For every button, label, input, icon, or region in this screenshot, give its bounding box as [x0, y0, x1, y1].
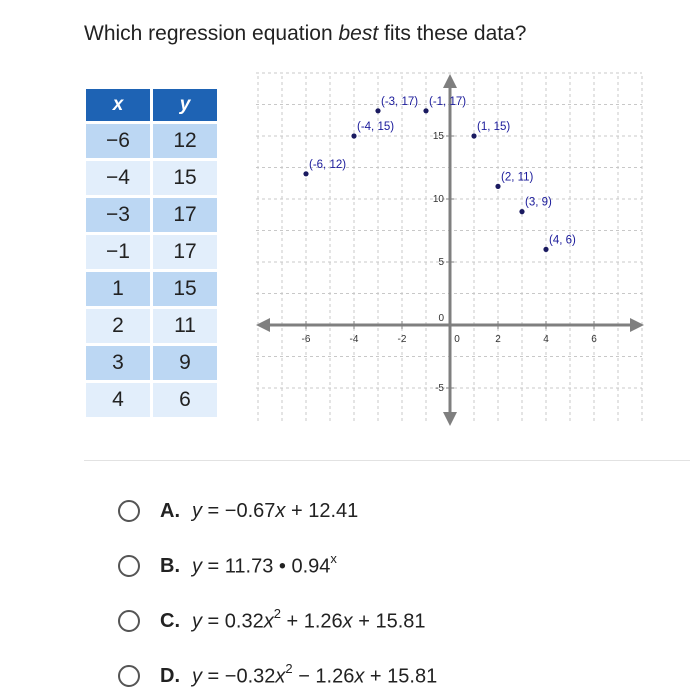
- equation-part: − 1.26: [292, 665, 355, 688]
- x-tick-label: 4: [543, 334, 549, 345]
- table-cell-y: 17: [153, 198, 217, 232]
- choice-letter: C.: [160, 609, 180, 632]
- equation-part: + 12.41: [285, 499, 359, 522]
- data-point: [351, 133, 356, 138]
- radio-button[interactable]: [118, 610, 140, 632]
- data-point: [543, 247, 548, 252]
- equation-part: x: [354, 665, 365, 688]
- choice-equation: [192, 500, 358, 523]
- table-cell-x: 3: [86, 346, 150, 380]
- table-row: [86, 272, 217, 306]
- table-cell-y: 15: [153, 272, 217, 306]
- table-cell-x: 4: [86, 383, 150, 417]
- equation-part: x: [330, 551, 337, 567]
- question-emphasis: best: [338, 22, 379, 45]
- data-point-label: (3, 9): [525, 196, 552, 209]
- data-point: [423, 108, 428, 113]
- data-table: [83, 86, 220, 420]
- scatter-plot: [250, 70, 650, 430]
- y-axis-arrow-down: [443, 412, 457, 426]
- data-point-label: (-4, 15): [357, 121, 395, 133]
- radio-button[interactable]: [118, 555, 140, 577]
- x-tick-label: -2: [397, 334, 407, 345]
- y-tick-label: 10: [432, 194, 444, 205]
- answer-choice-a[interactable]: [118, 496, 358, 526]
- equation-part: + 1.26: [280, 610, 343, 633]
- table-cell-y: 17: [153, 235, 217, 269]
- equation-part: = −0.32: [202, 665, 276, 688]
- question-text: [84, 22, 526, 46]
- equation-part: x: [263, 610, 274, 633]
- table-cell-y: 9: [153, 346, 217, 380]
- radio-button[interactable]: [118, 665, 140, 687]
- table-cell-y: 12: [153, 124, 217, 158]
- data-point: [495, 184, 500, 189]
- equation-part: 2: [285, 661, 293, 677]
- x-tick-label: 2: [495, 334, 501, 345]
- data-point: [471, 133, 476, 138]
- equation-part: = −0.67: [202, 499, 276, 522]
- question-suffix: fits these data?: [378, 22, 527, 45]
- equation-part: x: [275, 499, 286, 522]
- data-point: [519, 209, 524, 214]
- y-tick-label: 5: [438, 257, 444, 268]
- question-prefix: Which regression equation: [84, 22, 339, 45]
- data-point-label: (-1, 17): [429, 95, 467, 108]
- y-tick-label: 0: [438, 313, 444, 324]
- table-cell-y: 6: [153, 383, 217, 417]
- answer-choice-c[interactable]: [118, 606, 426, 636]
- x-tick-label: 6: [591, 334, 597, 345]
- table-row: [86, 309, 217, 343]
- table-header-x: x: [86, 89, 150, 121]
- table-row: [86, 346, 217, 380]
- data-point-label: (2, 11): [501, 171, 534, 184]
- table-row: [86, 161, 217, 195]
- answer-choice-d[interactable]: [118, 661, 437, 691]
- choice-letter: A.: [160, 499, 180, 522]
- choice-equation: [192, 663, 437, 689]
- equation-part: + 15.81: [352, 610, 426, 633]
- table-cell-x: −4: [86, 161, 150, 195]
- data-point: [303, 171, 308, 176]
- equation-part: y: [192, 610, 202, 633]
- y-tick-label: 15: [432, 131, 444, 142]
- equation-part: + 15.81: [364, 665, 438, 688]
- choice-equation: [192, 608, 426, 634]
- x-tick-label: -6: [301, 334, 311, 345]
- table-cell-x: −6: [86, 124, 150, 158]
- table-row: [86, 383, 217, 417]
- table-cell-x: −3: [86, 198, 150, 232]
- data-point-label: (1, 15): [477, 121, 511, 133]
- y-axis-arrow-up: [443, 74, 457, 88]
- radio-button[interactable]: [118, 500, 140, 522]
- x-tick-label: -4: [349, 334, 359, 345]
- table-row: [86, 198, 217, 232]
- table-cell-y: 15: [153, 161, 217, 195]
- data-point-label: (-6, 12): [309, 158, 347, 171]
- choice-letter: D.: [160, 664, 180, 687]
- data-point-label: (-3, 17): [381, 95, 419, 108]
- equation-part: x: [275, 665, 286, 688]
- equation-part: y: [192, 499, 202, 522]
- table-cell-x: −1: [86, 235, 150, 269]
- equation-part: 2: [273, 606, 281, 622]
- equation-part: = 11.73 • 0.94: [202, 555, 331, 578]
- y-tick-label: -5: [435, 383, 444, 394]
- equation-part: y: [192, 665, 202, 688]
- divider: [84, 460, 690, 461]
- table-row: [86, 235, 217, 269]
- table-cell-x: 2: [86, 309, 150, 343]
- data-point: [375, 108, 380, 113]
- equation-part: = 0.32: [202, 610, 264, 633]
- table-row: [86, 124, 217, 158]
- equation-part: x: [342, 610, 353, 633]
- equation-part: y: [192, 555, 202, 578]
- data-point-label: (4, 6): [549, 234, 576, 247]
- choice-letter: B.: [160, 554, 180, 577]
- x-tick-label: 0: [454, 334, 460, 345]
- choice-equation: [192, 553, 337, 579]
- answer-choice-b[interactable]: [118, 551, 337, 581]
- table-cell-y: 11: [153, 309, 217, 343]
- table-cell-x: 1: [86, 272, 150, 306]
- table-header-y: y: [153, 89, 217, 121]
